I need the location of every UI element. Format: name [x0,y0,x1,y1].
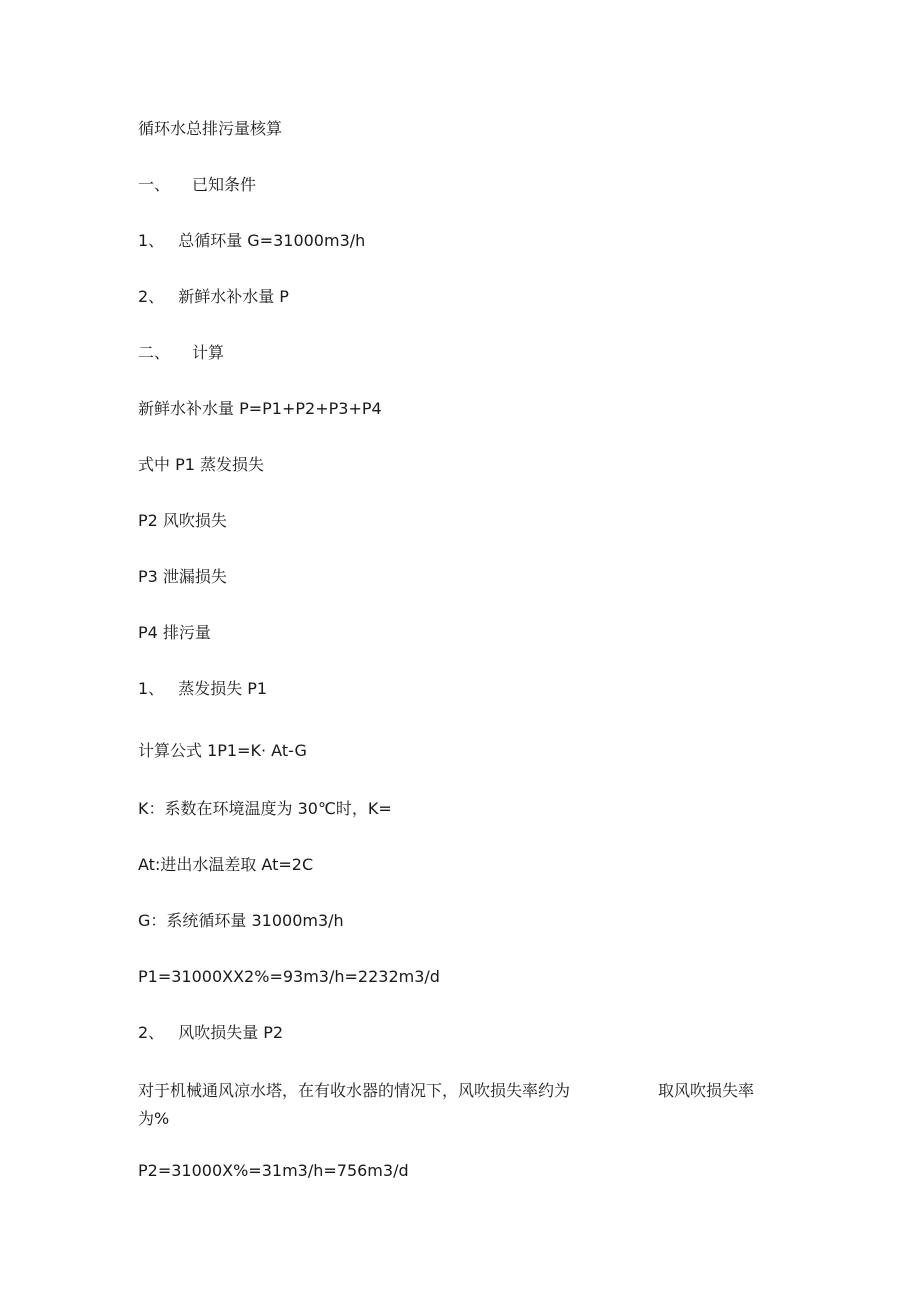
k-definition: K：系数在环境温度为 30℃时，K= [138,799,392,818]
item-number: 2、 [138,287,165,306]
document-title: 循环水总排污量核算 [138,119,283,138]
formula-total: 新鲜水补水量 P=P1+P2+P3+P4 [138,399,382,418]
section-heading-calc [138,343,224,363]
definition-p2: P2 风吹损失 [138,511,227,530]
item-text: 总循环量 G=31000m3/h [178,231,366,250]
section-heading-known [138,175,256,195]
item-number: 2、 [138,1023,165,1042]
calc-item-2 [138,1023,283,1043]
item-text: 新鲜水补水量 P [178,287,289,306]
at-definition: At:进出水温差取 At=2C [138,855,314,874]
wind-loss-paragraph [138,1077,798,1133]
definition-p4: P4 排污量 [138,623,211,642]
item-number: 1、 [138,231,165,250]
calc-formula: 计算公式 1P1=K· At-G [138,741,307,760]
section-label: 计算 [192,343,225,362]
known-item-1 [138,231,365,251]
definition-p3: P3 泄漏损失 [138,567,227,586]
p2-result: P2=31000X%=31m3/h=756m3/d [138,1161,409,1180]
known-item-2 [138,287,289,307]
wind-paragraph-line-2: 为% [138,1109,170,1128]
section-number: 一、 [138,175,171,194]
section-number: 二、 [138,343,171,362]
calc-item-1 [138,679,267,699]
wind-paragraph-line-1: 对于机械通风凉水塔，在有收水器的情况下，风吹损失率约为 [138,1081,571,1100]
wind-paragraph-right: 取风吹损失率 [658,1081,755,1100]
item-number: 1、 [138,679,165,698]
section-label: 已知条件 [192,175,257,194]
p1-result: P1=31000XX2%=93m3/h=2232m3/d [138,967,440,986]
g-definition: G：系统循环量 31000m3/h [138,911,344,930]
definition-p1: 式中 P1 蒸发损失 [138,455,265,474]
item-text: 蒸发损失 P1 [178,679,268,698]
item-text: 风吹损失量 P2 [178,1023,284,1042]
